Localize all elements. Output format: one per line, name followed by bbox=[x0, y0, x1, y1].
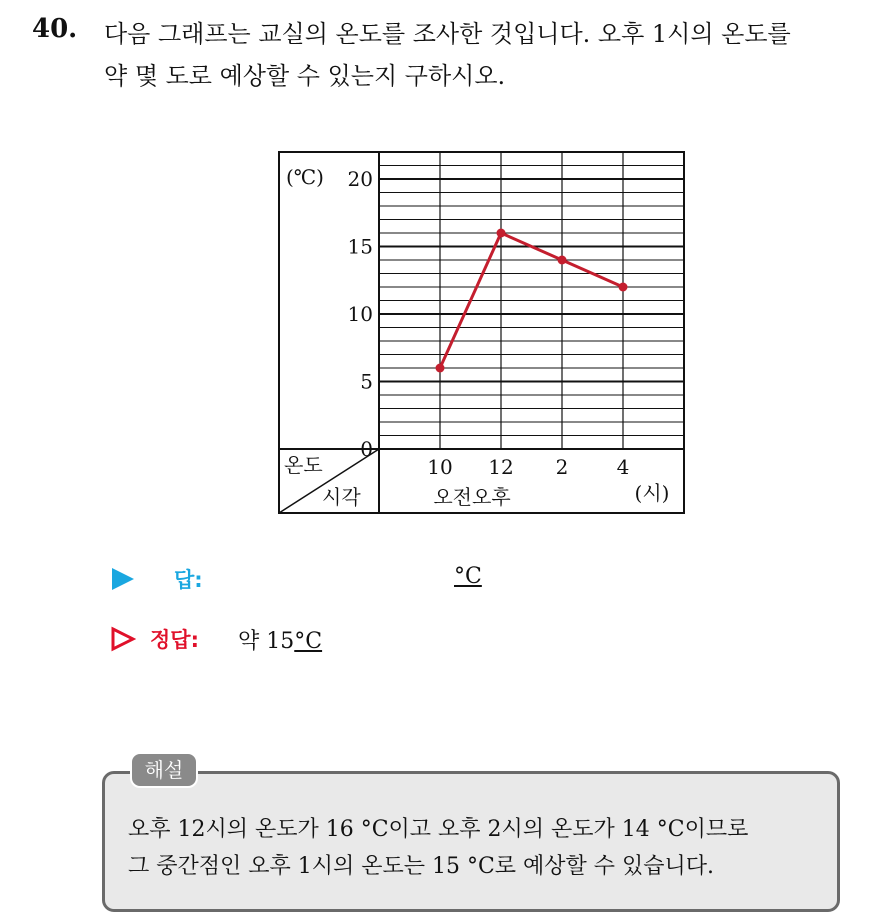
x-tick-label: 10 bbox=[427, 455, 453, 479]
question-text-line-2: 약 몇 도로 예상할 수 있는지 구하시오. bbox=[104, 62, 506, 90]
data-point bbox=[619, 283, 628, 292]
explanation-tab: 해설 bbox=[130, 752, 198, 788]
y-tick-labels bbox=[348, 167, 373, 461]
answer-label-colon: : bbox=[194, 568, 203, 592]
chart-grid bbox=[379, 152, 684, 449]
correct-answer-value bbox=[238, 624, 322, 655]
explanation-line-1: 오후 12시의 온도가 16 °C이고 오후 2시의 온도가 14 °C이므로 bbox=[128, 817, 749, 842]
question-text-line-1: 다음 그래프는 교실의 온도를 조사한 것입니다. 오후 1시의 온도를 bbox=[104, 20, 791, 48]
y-tick-label: 0 bbox=[360, 437, 373, 461]
data-point bbox=[558, 256, 567, 265]
x-tick-label: 4 bbox=[616, 455, 630, 479]
x-tick-labels bbox=[427, 455, 629, 479]
x-group-label: 오전오후 bbox=[433, 485, 511, 509]
correct-arrow-icon bbox=[110, 626, 136, 652]
corner-label-temperature: 온도 bbox=[284, 453, 323, 477]
data-point bbox=[497, 229, 506, 238]
corner-label-time: 시각 bbox=[322, 485, 361, 509]
y-unit-label: (℃) bbox=[286, 165, 324, 189]
y-tick-label: 5 bbox=[360, 369, 373, 394]
correct-answer-unit: °C bbox=[294, 629, 323, 654]
question-number: 40. bbox=[32, 14, 78, 44]
answer-unit: °C bbox=[454, 564, 482, 589]
answer-label bbox=[174, 564, 203, 594]
data-point bbox=[436, 364, 445, 373]
explanation-line-2: 그 중간점인 오후 1시의 온도는 15 °C로 예상할 수 있습니다. bbox=[128, 854, 715, 879]
x-unit-label: (시) bbox=[634, 481, 670, 505]
answer-label-text: 답 bbox=[174, 568, 195, 592]
y-tick-label: 10 bbox=[347, 302, 373, 326]
correct-answer-label bbox=[150, 624, 199, 654]
y-tick-label: 20 bbox=[347, 167, 373, 191]
y-tick-label: 15 bbox=[347, 234, 373, 259]
correct-label-colon: : bbox=[190, 628, 199, 652]
answer-arrow-icon bbox=[110, 566, 136, 592]
correct-answer-number: 약 15 bbox=[238, 629, 295, 654]
x-tick-label: 2 bbox=[555, 455, 569, 479]
x-tick-label: 12 bbox=[488, 455, 514, 479]
correct-label-text: 정답 bbox=[150, 628, 191, 652]
